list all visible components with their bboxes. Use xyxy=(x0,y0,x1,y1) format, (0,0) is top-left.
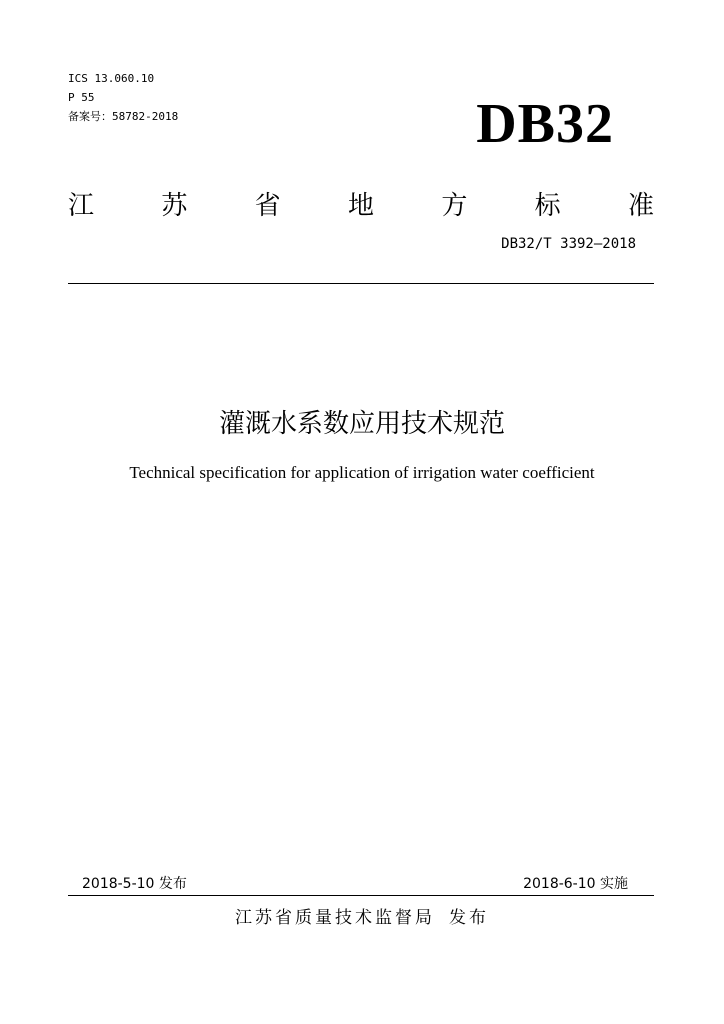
standard-type-heading xyxy=(68,185,654,222)
publish-date: 2018-5-10 发布 xyxy=(82,876,187,892)
footer-divider xyxy=(68,895,654,896)
standard-code: DB32/T 3392—2018 xyxy=(501,236,636,252)
standard-type-char: 方 xyxy=(441,191,468,221)
publisher-suffix: 发布 xyxy=(449,908,489,928)
standard-type-char: 江 xyxy=(68,191,95,221)
publisher-name: 江苏省质量技术监督局 xyxy=(235,908,435,928)
meta-block xyxy=(68,69,178,126)
ics-code: ICS 13.060.10 xyxy=(68,72,155,85)
standard-type-char: 省 xyxy=(254,191,281,221)
title-chinese: 灌溉水系数应用技术规范 xyxy=(218,409,505,439)
db-logo: DB32 xyxy=(476,93,614,155)
standard-type-char: 准 xyxy=(627,191,654,221)
standard-type-char: 标 xyxy=(534,191,561,221)
publisher-line xyxy=(0,903,724,928)
filing-number: 备案号：58782-2018 xyxy=(68,110,179,123)
implement-date: 2018-6-10 实施 xyxy=(523,876,628,892)
standard-type-char: 地 xyxy=(347,191,374,221)
header-divider xyxy=(68,283,654,284)
classification-code: P 55 xyxy=(68,91,95,104)
standard-type-char: 苏 xyxy=(161,191,188,221)
title-english: Technical specification for application of irrigation water coefficient xyxy=(129,463,595,482)
